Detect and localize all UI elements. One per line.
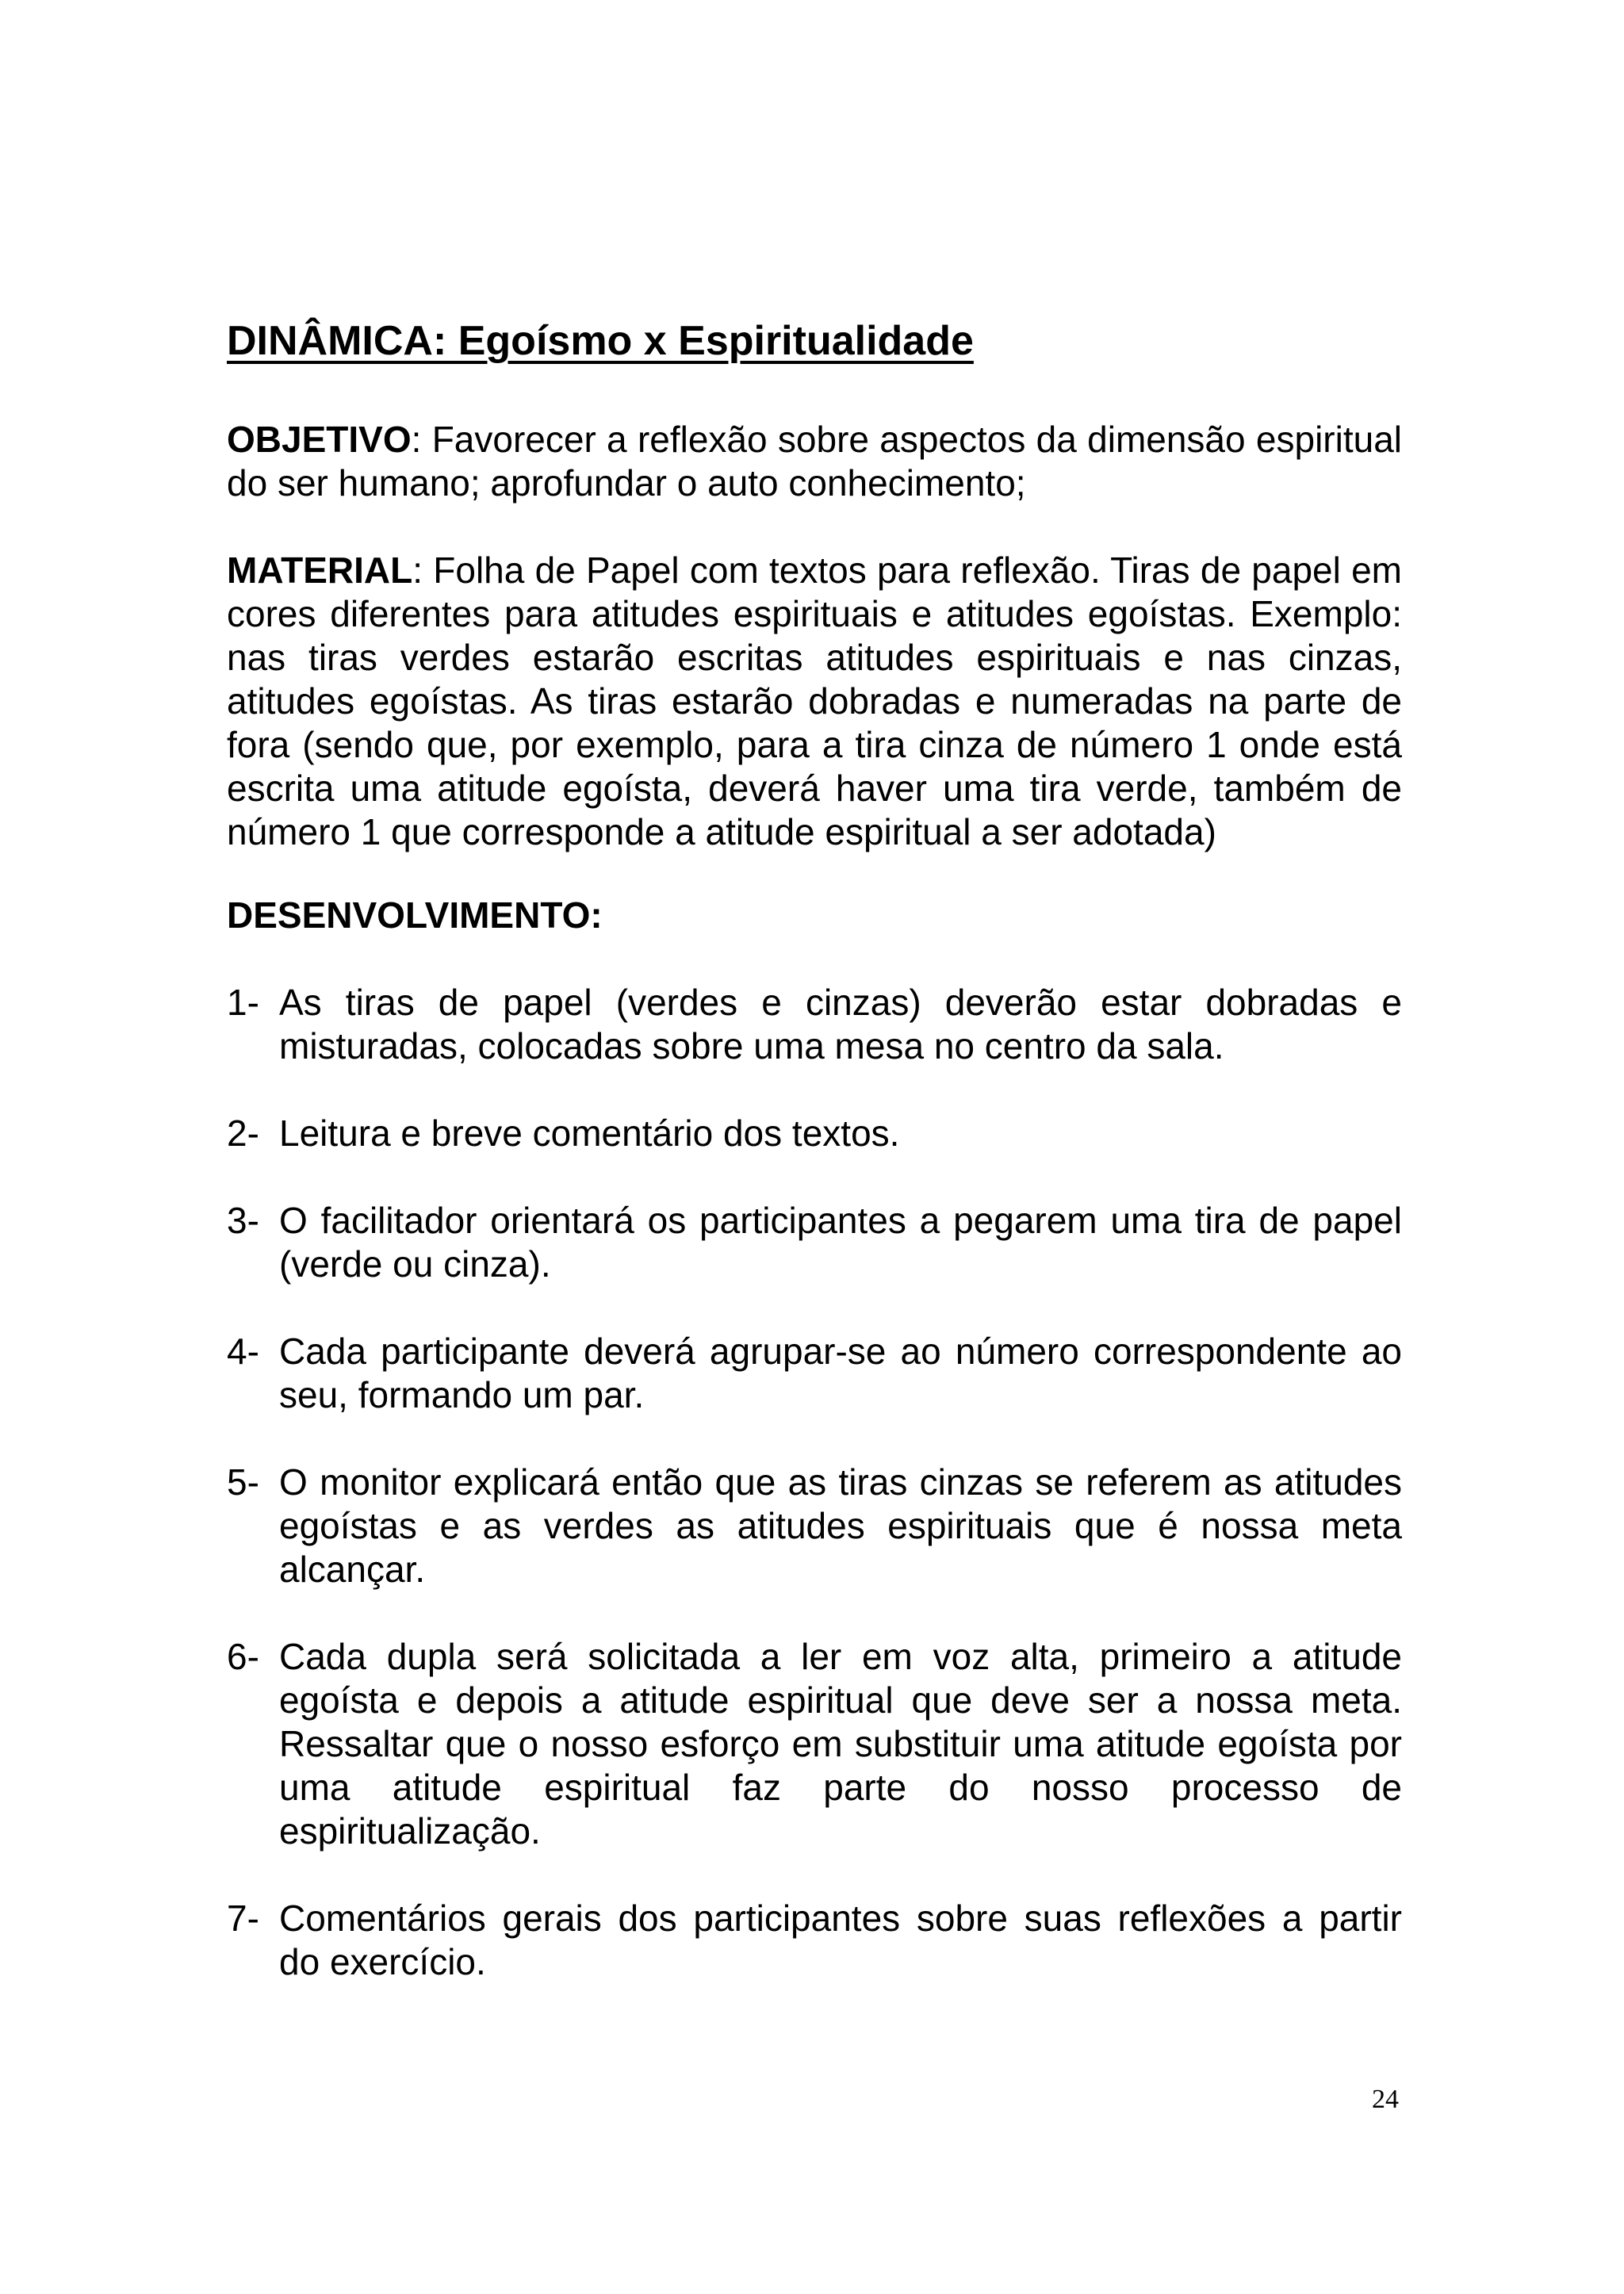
list-item bbox=[227, 1330, 1402, 1417]
step-text: O monitor explicará então que as tiras cinzas se referem as atitudes egoístas e as verdes as atitudes espirituais que é nossa meta alcançar. bbox=[279, 1461, 1402, 1590]
step-number: 4- bbox=[227, 1331, 259, 1372]
list-item bbox=[227, 1897, 1402, 1984]
page-number: 24 bbox=[1372, 2085, 1399, 2114]
material-paragraph bbox=[227, 549, 1402, 854]
objective-paragraph bbox=[227, 418, 1402, 505]
list-item bbox=[227, 981, 1402, 1068]
list-item bbox=[227, 1199, 1402, 1286]
step-text: Cada dupla será solicitada a ler em voz alta, primeiro a atitude egoísta e depois a atitude espiritual que deve ser a nossa meta. Ressaltar que o nosso esforço em substituir uma atitude egoísta por uma atitude espiritual faz parte do nosso processo de espiritualização. bbox=[279, 1636, 1402, 1852]
step-number: 1- bbox=[227, 982, 259, 1023]
document-page bbox=[227, 313, 1402, 2028]
step-text: As tiras de papel (verdes e cinzas) deverão estar dobradas e misturadas, colocadas sobre uma mesa no centro da sala. bbox=[279, 982, 1402, 1067]
step-number: 3- bbox=[227, 1200, 259, 1241]
objective-label: OBJETIVO bbox=[227, 419, 412, 460]
development-heading: DESENVOLVIMENTO: bbox=[227, 894, 603, 936]
step-text: Cada participante deverá agrupar-se ao número correspondente ao seu, formando um par. bbox=[279, 1331, 1402, 1415]
step-number: 5- bbox=[227, 1461, 259, 1503]
step-number: 6- bbox=[227, 1636, 259, 1677]
step-number: 2- bbox=[227, 1113, 259, 1154]
step-text: Leitura e breve comentário dos textos. bbox=[279, 1113, 900, 1154]
material-text: : Folha de Papel com textos para reflexão. Tiras de papel em cores diferentes para atitudes espirituais e atitudes egoístas. Exemplo: nas tiras verdes estarão escritas atitudes espirituais e nas cinzas, atitudes egoístas. As tiras estarão dobradas e numeradas na parte de fora (sendo que, por exemplo, para a tira cinza de número 1 onde está escrita uma atitude egoísta, deverá haver uma tira verde, também de número 1 que corresponde a atitude espiritual a ser adotada) bbox=[227, 550, 1402, 852]
step-text: O facilitador orientará os participantes a pegarem uma tira de papel (verde ou cinza). bbox=[279, 1200, 1402, 1285]
step-number: 7- bbox=[227, 1898, 259, 1939]
material-label: MATERIAL bbox=[227, 550, 413, 591]
list-item bbox=[227, 1112, 1402, 1155]
document-title: DINÂMICA: Egoísmo x Espiritualidade bbox=[227, 318, 974, 364]
list-item bbox=[227, 1461, 1402, 1591]
list-item bbox=[227, 1635, 1402, 1853]
objective-text: : Favorecer a reflexão sobre aspectos da dimensão espiritual do ser humano; aprofundar o auto conhecimento; bbox=[227, 419, 1402, 504]
step-text: Comentários gerais dos participantes sobre suas reflexões a partir do exercício. bbox=[279, 1898, 1402, 1982]
development-steps-list bbox=[227, 981, 1402, 1984]
